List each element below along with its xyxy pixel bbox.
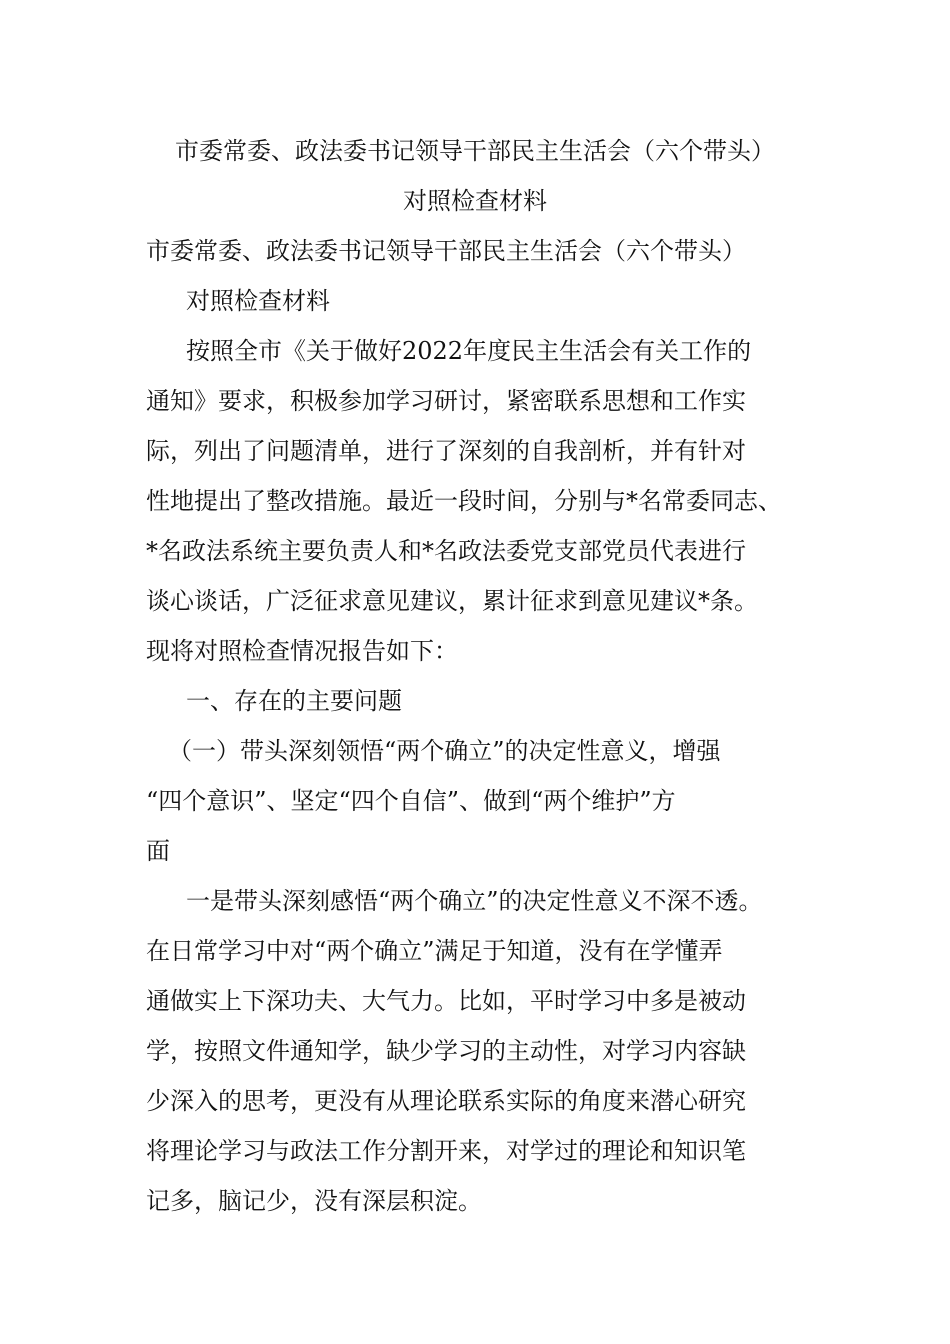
body-line: 将理论学习与政法工作分割开来，对学过的理论和知识笔 [146,1137,746,1165]
body-line: 通做实上下深功夫、大气力。比如，平时学习中多是被动 [146,987,746,1015]
section-heading: 一、存在的主要问题 [186,687,402,715]
body-line: 少深入的思考，更没有从理论联系实际的角度来潜心研究 [146,1087,746,1115]
document-title-line-2: 对照检查材料 [403,187,547,215]
subsection-heading: “四个意识”、坚定“四个自信”、做到“两个维护”方 [146,787,676,815]
body-line: 对照检查材料 [186,287,330,315]
body-line: 际，列出了问题清单，进行了深刻的自我剖析，并有针对 [146,437,746,465]
subsection-heading: 面 [146,837,170,865]
body-line: 性地提出了整改措施。最近一段时间，分别与*名常委同志、 [146,487,782,515]
body-line: 按照全市《关于做好2022年度民主生活会有关工作的 [186,337,752,365]
body-line: 一是带头深刻感悟“两个确立”的决定性意义不深不透。 [186,887,763,915]
body-line: 在日常学习中对“两个确立”满足于知道，没有在学懂弄 [146,937,723,965]
body-line: 记多，脑记少，没有深层积淀。 [146,1187,482,1215]
subsection-heading: （一）带头深刻领悟“两个确立”的决定性意义，增强 [168,737,721,765]
body-line: *名政法系统主要负责人和*名政法委党支部党员代表进行 [146,537,746,565]
body-line: 学，按照文件通知学，缺少学习的主动性，对学习内容缺 [146,1037,746,1065]
document-title-line-1: 市委常委、政法委书记领导干部民主生活会（六个带头） [175,137,775,165]
body-line: 现将对照检查情况报告如下： [146,637,458,665]
body-line: 谈心谈话，广泛征求意见建议，累计征求到意见建议*条。 [146,587,758,615]
body-line: 通知》要求，积极参加学习研讨，紧密联系思想和工作实 [146,387,746,415]
body-line: 市委常委、政法委书记领导干部民主生活会（六个带头） [146,237,746,265]
